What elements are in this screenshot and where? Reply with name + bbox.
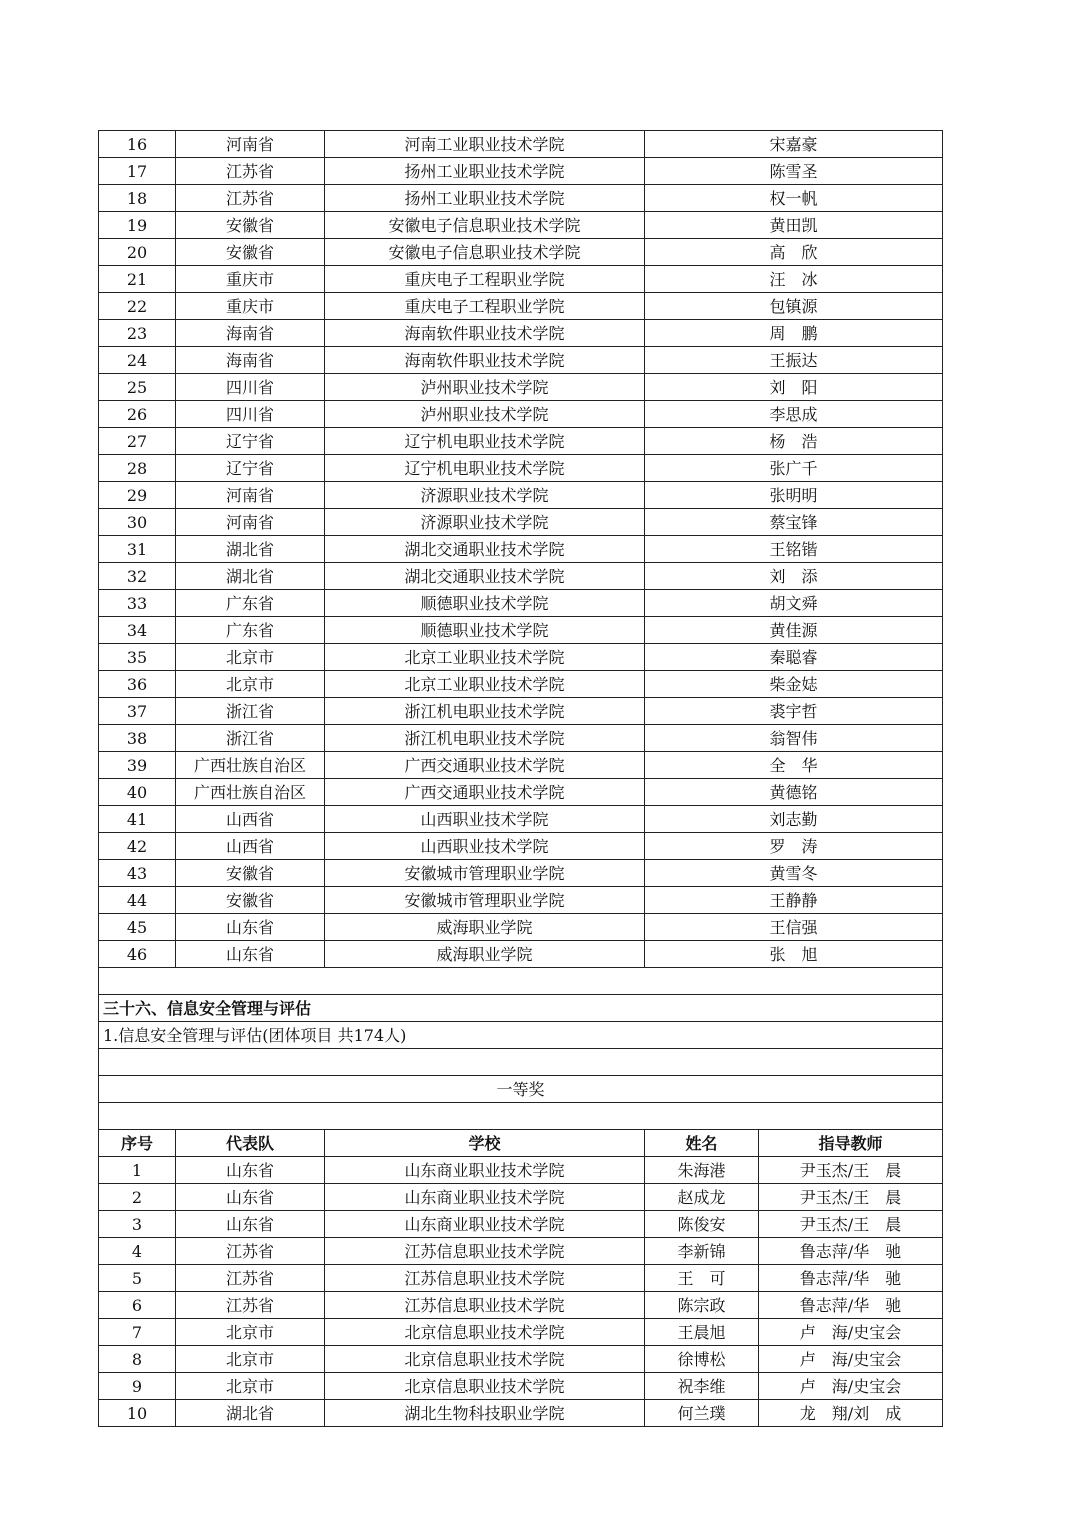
row-school: 湖北生物科技职业学院 [325,1400,645,1427]
table-row [99,266,943,293]
row-team: 广西壮族自治区 [176,752,325,779]
row-name: 黄德铭 [645,779,943,806]
row-school: 江苏信息职业技术学院 [325,1265,645,1292]
row-school: 广西交通职业技术学院 [325,779,645,806]
row-school: 山东商业职业技术学院 [325,1211,645,1238]
row-name: 黄佳源 [645,617,943,644]
row-number: 32 [99,563,176,590]
row-school: 扬州工业职业技术学院 [325,158,645,185]
row-school: 安徽电子信息职业技术学院 [325,239,645,266]
row-school: 扬州工业职业技术学院 [325,185,645,212]
row-teacher: 卢 海/史宝会 [759,1319,943,1346]
row-team: 山东省 [176,1184,325,1211]
row-school: 顺德职业技术学院 [325,590,645,617]
row-school: 湖北交通职业技术学院 [325,536,645,563]
row-school: 浙江机电职业技术学院 [325,725,645,752]
row-name: 王振达 [645,347,943,374]
table-row [99,293,943,320]
row-school: 重庆电子工程职业学院 [325,293,645,320]
row-school: 山东商业职业技术学院 [325,1157,645,1184]
table-row [99,320,943,347]
blank-row [99,1049,943,1076]
row-school: 山东商业职业技术学院 [325,1184,645,1211]
row-team: 安徽省 [176,887,325,914]
row-school: 辽宁机电职业技术学院 [325,428,645,455]
row-school: 泸州职业技术学院 [325,401,645,428]
row-teacher: 鲁志萍/华 驰 [759,1238,943,1265]
row-number: 29 [99,482,176,509]
table-row [99,833,943,860]
row-name: 刘 添 [645,563,943,590]
row-team: 浙江省 [176,698,325,725]
table2-header-row [99,1130,943,1157]
row-number: 10 [99,1400,176,1427]
row-number: 43 [99,860,176,887]
row-name: 全 华 [645,752,943,779]
blank-row [99,968,943,995]
row-team: 北京市 [176,1346,325,1373]
row-number: 20 [99,239,176,266]
row-school: 安徽城市管理职业学院 [325,887,645,914]
row-school: 北京工业职业技术学院 [325,644,645,671]
row-team: 江苏省 [176,185,325,212]
row-team: 北京市 [176,671,325,698]
row-team: 海南省 [176,320,325,347]
row-number: 37 [99,698,176,725]
row-teacher: 鲁志萍/华 驰 [759,1292,943,1319]
row-school: 泸州职业技术学院 [325,374,645,401]
table1-body [99,131,943,968]
row-number: 7 [99,1319,176,1346]
row-team: 山东省 [176,1211,325,1238]
table-row [99,725,943,752]
row-name: 李思成 [645,401,943,428]
table-row [99,1265,943,1292]
row-school: 北京信息职业技术学院 [325,1346,645,1373]
table-row [99,212,943,239]
row-team: 河南省 [176,509,325,536]
row-school: 济源职业技术学院 [325,482,645,509]
row-team: 山东省 [176,941,325,968]
row-number: 25 [99,374,176,401]
row-team: 四川省 [176,401,325,428]
section-block [99,968,943,1157]
row-school: 海南软件职业技术学院 [325,320,645,347]
row-school: 北京信息职业技术学院 [325,1373,645,1400]
row-team: 广东省 [176,590,325,617]
table-row [99,158,943,185]
row-team: 河南省 [176,482,325,509]
row-number: 27 [99,428,176,455]
row-number: 5 [99,1265,176,1292]
row-school: 北京工业职业技术学院 [325,671,645,698]
row-number: 21 [99,266,176,293]
table-row [99,1400,943,1427]
row-name: 权一帆 [645,185,943,212]
header-no: 序号 [99,1130,176,1157]
row-name: 黄雪冬 [645,860,943,887]
row-name: 包镇源 [645,293,943,320]
row-number: 41 [99,806,176,833]
row-name: 陈宗政 [645,1292,759,1319]
row-number: 17 [99,158,176,185]
row-team: 湖北省 [176,1400,325,1427]
row-number: 23 [99,320,176,347]
table-row [99,698,943,725]
row-team: 广东省 [176,617,325,644]
row-team: 湖北省 [176,536,325,563]
row-number: 24 [99,347,176,374]
row-name: 徐博松 [645,1346,759,1373]
table-row [99,860,943,887]
row-team: 四川省 [176,374,325,401]
row-number: 33 [99,590,176,617]
section-subtitle: 1.信息安全管理与评估(团体项目 共174人) [99,1022,943,1049]
table-row [99,779,943,806]
table-row [99,482,943,509]
row-school: 安徽城市管理职业学院 [325,860,645,887]
row-team: 江苏省 [176,1265,325,1292]
table-row [99,131,943,158]
table-row [99,1238,943,1265]
row-team: 安徽省 [176,212,325,239]
row-team: 北京市 [176,1319,325,1346]
row-number: 3 [99,1211,176,1238]
row-number: 39 [99,752,176,779]
row-name: 祝李维 [645,1373,759,1400]
table-row [99,455,943,482]
row-teacher: 卢 海/史宝会 [759,1346,943,1373]
row-team: 辽宁省 [176,428,325,455]
row-number: 38 [99,725,176,752]
row-team: 浙江省 [176,725,325,752]
row-school: 河南工业职业技术学院 [325,131,645,158]
table-row [99,185,943,212]
results-sheet [98,130,942,1427]
row-name: 秦聪睿 [645,644,943,671]
row-name: 蔡宝锋 [645,509,943,536]
row-number: 36 [99,671,176,698]
row-team: 山西省 [176,806,325,833]
row-number: 8 [99,1346,176,1373]
row-name: 陈俊安 [645,1211,759,1238]
row-name: 赵成龙 [645,1184,759,1211]
row-name: 高 欣 [645,239,943,266]
table-row [99,1292,943,1319]
header-name: 姓名 [645,1130,759,1157]
row-team: 山东省 [176,914,325,941]
row-team: 海南省 [176,347,325,374]
row-school: 辽宁机电职业技术学院 [325,455,645,482]
row-school: 顺德职业技术学院 [325,617,645,644]
table-row [99,644,943,671]
table-row [99,617,943,644]
row-number: 44 [99,887,176,914]
row-name: 刘 阳 [645,374,943,401]
award-level: 一等奖 [99,1076,943,1103]
table-row [99,509,943,536]
table-row [99,401,943,428]
table-row [99,239,943,266]
row-name: 张 旭 [645,941,943,968]
table-row [99,941,943,968]
row-name: 刘志勤 [645,806,943,833]
section-title: 三十六、信息安全管理与评估 [99,995,943,1022]
results-table [98,130,943,1427]
table-row [99,1373,943,1400]
row-name: 胡文舜 [645,590,943,617]
row-teacher: 尹玉杰/王 晨 [759,1184,943,1211]
row-number: 35 [99,644,176,671]
row-school: 浙江机电职业技术学院 [325,698,645,725]
header-teacher: 指导教师 [759,1130,943,1157]
row-number: 28 [99,455,176,482]
table2-body [99,1157,943,1427]
row-name: 翁智伟 [645,725,943,752]
row-school: 安徽电子信息职业技术学院 [325,212,645,239]
row-name: 王晨旭 [645,1319,759,1346]
row-name: 何兰璞 [645,1400,759,1427]
row-school: 济源职业技术学院 [325,509,645,536]
row-number: 26 [99,401,176,428]
row-school: 广西交通职业技术学院 [325,752,645,779]
table-row [99,1157,943,1184]
row-teacher: 尹玉杰/王 晨 [759,1211,943,1238]
row-name: 杨 浩 [645,428,943,455]
table-row [99,1211,943,1238]
row-name: 张广千 [645,455,943,482]
table-row [99,1346,943,1373]
row-number: 34 [99,617,176,644]
row-number: 1 [99,1157,176,1184]
row-school: 北京信息职业技术学院 [325,1319,645,1346]
row-number: 30 [99,509,176,536]
row-team: 江苏省 [176,1292,325,1319]
row-name: 宋嘉豪 [645,131,943,158]
table-row [99,563,943,590]
row-team: 广西壮族自治区 [176,779,325,806]
row-number: 4 [99,1238,176,1265]
row-school: 湖北交通职业技术学院 [325,563,645,590]
row-team: 北京市 [176,644,325,671]
table-row [99,806,943,833]
row-teacher: 卢 海/史宝会 [759,1373,943,1400]
table-row [99,1319,943,1346]
row-school: 山西职业技术学院 [325,806,645,833]
row-teacher: 鲁志萍/华 驰 [759,1265,943,1292]
row-teacher: 尹玉杰/王 晨 [759,1157,943,1184]
row-number: 9 [99,1373,176,1400]
row-number: 19 [99,212,176,239]
row-name: 黄田凯 [645,212,943,239]
row-number: 46 [99,941,176,968]
table-row [99,671,943,698]
row-teacher: 龙 翔/刘 成 [759,1400,943,1427]
row-number: 6 [99,1292,176,1319]
row-team: 重庆市 [176,293,325,320]
row-team: 北京市 [176,1373,325,1400]
row-school: 重庆电子工程职业学院 [325,266,645,293]
row-team: 重庆市 [176,266,325,293]
row-team: 辽宁省 [176,455,325,482]
row-team: 江苏省 [176,158,325,185]
header-school: 学校 [325,1130,645,1157]
table-row [99,887,943,914]
row-team: 安徽省 [176,860,325,887]
row-team: 江苏省 [176,1238,325,1265]
row-team: 安徽省 [176,239,325,266]
row-team: 湖北省 [176,563,325,590]
table-row [99,374,943,401]
row-name: 周 鹏 [645,320,943,347]
row-name: 汪 冰 [645,266,943,293]
row-number: 18 [99,185,176,212]
row-team: 山西省 [176,833,325,860]
row-name: 柴金娡 [645,671,943,698]
row-number: 40 [99,779,176,806]
row-name: 王铭锴 [645,536,943,563]
row-school: 山西职业技术学院 [325,833,645,860]
row-name: 罗 涛 [645,833,943,860]
row-name: 张明明 [645,482,943,509]
blank-row [99,1103,943,1130]
table-row [99,752,943,779]
table-row [99,914,943,941]
row-school: 威海职业学院 [325,914,645,941]
row-school: 海南软件职业技术学院 [325,347,645,374]
row-name: 李新锦 [645,1238,759,1265]
row-number: 16 [99,131,176,158]
table-row [99,1184,943,1211]
row-number: 42 [99,833,176,860]
table-row [99,347,943,374]
row-school: 江苏信息职业技术学院 [325,1292,645,1319]
row-school: 威海职业学院 [325,941,645,968]
row-name: 朱海港 [645,1157,759,1184]
row-name: 陈雪圣 [645,158,943,185]
row-team: 河南省 [176,131,325,158]
row-school: 江苏信息职业技术学院 [325,1238,645,1265]
row-name: 王 可 [645,1265,759,1292]
row-number: 2 [99,1184,176,1211]
row-team: 山东省 [176,1157,325,1184]
table-row [99,590,943,617]
table-row [99,428,943,455]
row-number: 31 [99,536,176,563]
row-name: 裘宇哲 [645,698,943,725]
table-row [99,536,943,563]
row-number: 22 [99,293,176,320]
header-team: 代表队 [176,1130,325,1157]
row-name: 王静静 [645,887,943,914]
row-number: 45 [99,914,176,941]
row-name: 王信强 [645,914,943,941]
